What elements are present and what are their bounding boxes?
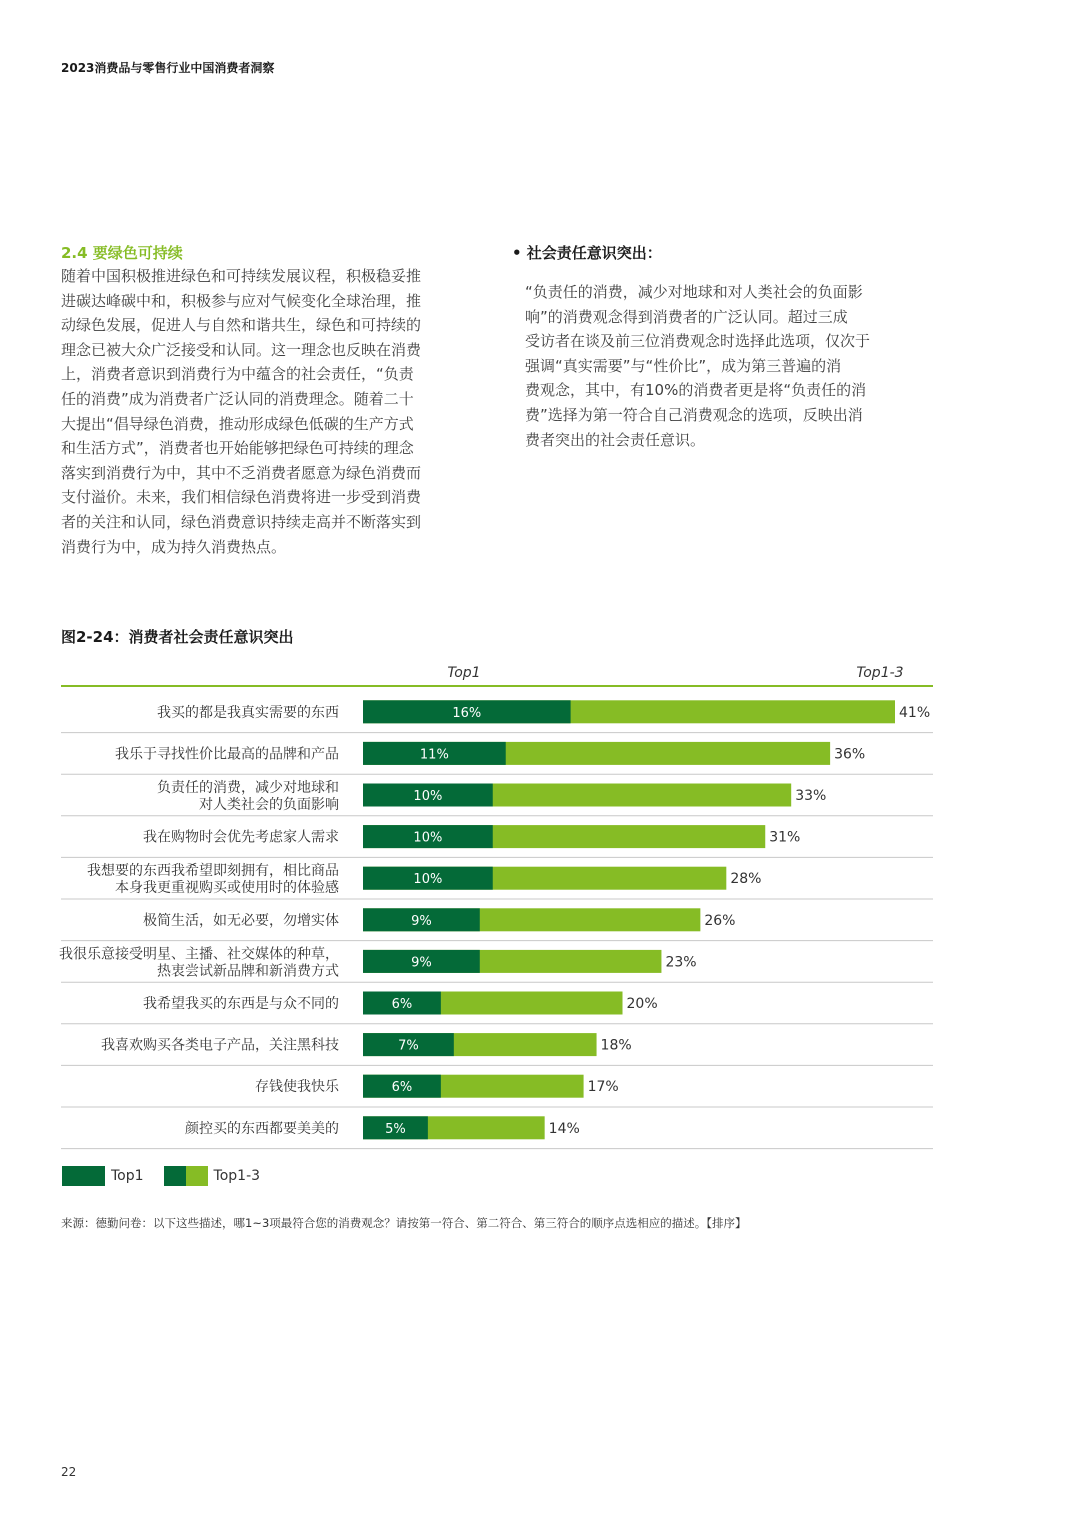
data-label-top1: 11% <box>419 747 449 763</box>
category-label: 极简生活，如无必要，勿增实体 <box>143 912 339 929</box>
data-label-top1: 9% <box>411 955 432 971</box>
data-label-top13: 31% <box>769 829 801 846</box>
category-label-line: 我很乐意接受明星、主播、社交媒体的种草， <box>59 946 339 963</box>
data-label-top13: 33% <box>795 788 827 804</box>
category-label-line: 热衷尝试新品牌和新消费方式 <box>157 963 339 980</box>
source-note: 来源：德勤问卷：以下这些描述，哪1~3项最符合您的消费观念？请按第一符合、第二符合、第三符合的顺序点选相应的描述。【排序】 <box>61 1216 747 1230</box>
page-number: 22 <box>61 1465 77 1479</box>
data-label-top13: 41% <box>899 704 931 721</box>
data-label-top1: 10% <box>413 830 443 846</box>
section-body-line: 任的消费”成为消费者广泛认同的消费理念。随着二十 <box>61 389 414 408</box>
legend-label-top13: Top1-3 <box>213 1168 261 1184</box>
category-label: 颜控买的东西都要美美的 <box>185 1120 339 1137</box>
legend-label-top1: Top1 <box>111 1168 144 1184</box>
section-body-line: 支付溢价。未来，我们相信绿色消费将进一步受到消费 <box>61 488 422 507</box>
data-label-top13: 14% <box>548 1120 580 1137</box>
legend-swatch-top1 <box>62 1166 105 1186</box>
right-body-line: 费者突出的社会责任意识。 <box>525 430 706 449</box>
right-body-line: 受访者在谈及前三位消费观念时选择此选项，仅次于 <box>525 332 871 351</box>
right-body-line: “负责任的消费，减少对地球和对人类社会的负面影 <box>525 283 863 301</box>
data-label-top1: 5% <box>385 1121 406 1137</box>
category-label: 我乐于寻找性价比最高的品牌和产品 <box>115 746 339 763</box>
column-header-top1: Top1 <box>447 665 481 681</box>
figure-title: 图2-24：消费者社会责任意识突出 <box>61 628 294 646</box>
category-label <box>59 945 339 979</box>
legend-swatch-top13-light <box>186 1166 208 1186</box>
right-body-line: 强调“真实需要”与“性价比”，成为第三普遍的消 <box>525 356 842 375</box>
section-body-line: 大提出“倡导绿色消费，推动形成绿色低碳的生产方式 <box>61 414 414 433</box>
data-label-top1: 6% <box>391 1080 413 1096</box>
section-body-line: 落实到消费行为中，其中不乏消费者愿意为绿色消费而 <box>61 463 422 482</box>
right-body-line: 响”的消费观念得到消费者的广泛认同。超过三成 <box>525 307 848 326</box>
section-body-line: 者的关注和认同，绿色消费意识持续走高并不断落实到 <box>61 512 422 531</box>
category-label-line: 对人类社会的负面影响 <box>199 797 339 813</box>
data-label-top13: 28% <box>730 871 762 888</box>
data-label-top13: 18% <box>600 1037 632 1054</box>
category-label: 我在购物时会优先考虑家人需求 <box>143 829 339 846</box>
section-body-line: 随着中国积极推进绿色和可持续发展议程，积极稳妥推 <box>61 267 422 285</box>
data-label-top1: 10% <box>413 872 443 888</box>
bar-chart <box>0 650 1080 1160</box>
data-label-top13: 36% <box>834 746 866 763</box>
data-label-top13: 23% <box>665 954 697 971</box>
section-body-line: 进碳达峰碳中和，积极参与应对气候变化全球治理，推 <box>61 291 422 310</box>
data-label-top1: 10% <box>413 789 443 804</box>
category-label <box>87 862 339 896</box>
category-label: 我买的都是我真实需要的东西 <box>157 704 339 721</box>
category-label-line: 本身我更重视购买或使用时的体验感 <box>115 880 339 897</box>
header-title: 2023消费品与零售行业中国消费者洞察 <box>61 61 275 75</box>
data-label-top1: 6% <box>391 997 413 1012</box>
category-label: 我喜欢购买各类电子产品，关注黑科技 <box>101 1037 339 1054</box>
data-label-top13: 26% <box>704 912 736 929</box>
data-label-top1: 9% <box>411 913 432 929</box>
section-body-line: 动绿色发展，促进人与自然和谐共生，绿色和可持续的 <box>61 316 422 335</box>
section-body-line: 上，消费者意识到消费行为中蕴含的社会责任，“负责 <box>61 365 414 384</box>
section-body <box>61 264 477 559</box>
category-label: 存钱使我快乐 <box>255 1079 339 1096</box>
column-header-top13: Top1-3 <box>856 665 904 681</box>
legend-swatch-top13-dark <box>164 1166 186 1186</box>
right-bullet-title: • 社会责任意识突出： <box>512 244 662 262</box>
category-label <box>157 779 339 813</box>
chart-legend <box>62 1165 260 1187</box>
right-body-line: 费观念，其中，有10%的消费者更是将“负责任的消 <box>525 381 867 400</box>
section-body-line: 消费行为中，成为持久消费热点。 <box>61 537 287 556</box>
right-body-line: 费”选择为第一符合自己消费观念的选项，反映出消 <box>525 405 863 424</box>
data-label-top13: 17% <box>587 1079 619 1096</box>
data-label-top1: 16% <box>452 705 482 721</box>
section-body-line: 理念已被大众广泛接受和认同。这一理念也反映在消费 <box>61 340 422 359</box>
category-label-line: 我想要的东西我希望即刻拥有，相比商品 <box>87 863 339 880</box>
section-body-line: 和生活方式”，消费者也开始能够把绿色可持续的理念 <box>61 439 414 458</box>
data-label-top13: 20% <box>626 996 658 1012</box>
category-label-line: 负责任的消费，减少对地球和 <box>157 780 339 796</box>
data-label-top1: 7% <box>398 1038 419 1054</box>
right-body <box>525 280 923 452</box>
category-label: 我希望我买的东西是与众不同的 <box>143 996 339 1012</box>
section-title: 2.4 要绿色可持续 <box>61 244 183 262</box>
